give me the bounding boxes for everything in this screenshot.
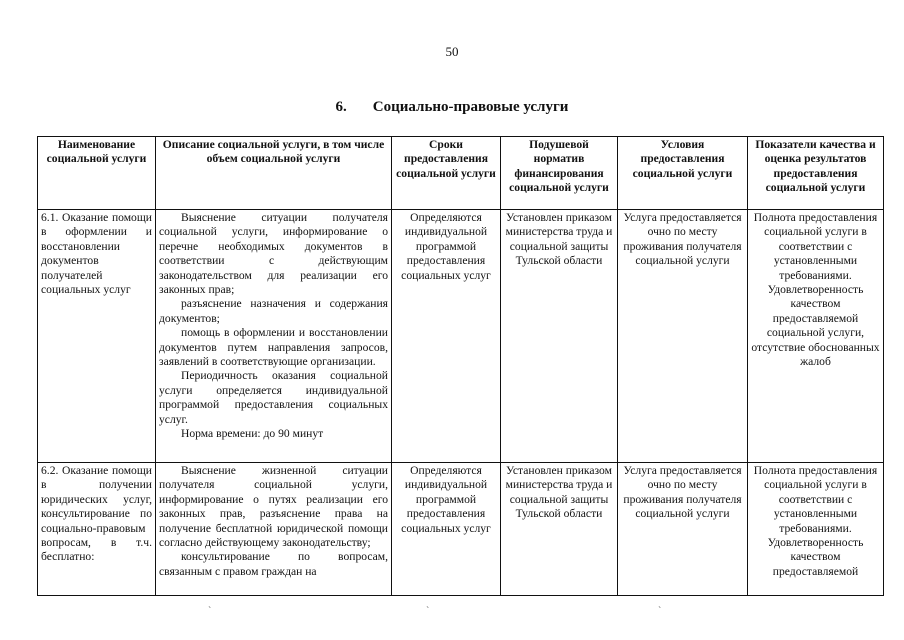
description-paragraph: помощь в оформлении и восстановлении документов путем направления запросов, заявлений в соответствующие организации. — [159, 326, 388, 369]
service-conditions-cell: Услуга предоставляется очно по месту проживания получателя социальной услуги — [618, 210, 748, 463]
description-paragraph: Периодичность оказания социальной услуги определяется индивидуальной программой предоставления социальных услуг. — [159, 369, 388, 426]
header-quality-indicators: Показатели качества и оценка результатов предоставления социальной услуги — [748, 137, 884, 210]
quality-indicators-cell: Полнота предоставления социальной услуги в соответствии с установленными требованиями. Удовлетворенность качеством предоставляемой социальной услуги, отсутствие обоснованных жалоб — [748, 210, 884, 463]
description-paragraph: Выяснение жизненной ситуации получателя социальной услуги, информирование о путях реализации его законных прав, разъяснение права на получение бесплатной юридической помощи согласно действующему законодательству; — [159, 464, 388, 550]
header-service-terms: Сроки предоставления социальной услуги — [392, 137, 501, 210]
description-paragraph: Норма времени: до 90 минут — [181, 427, 324, 441]
scan-artifact-mark: ` — [658, 606, 662, 617]
financing-norm-cell: Установлен приказом министерства труда и социальной защиты Тульской области — [501, 210, 618, 463]
service-terms-cell: Определяются индивидуальной программой предоставления социальных услуг — [392, 463, 501, 596]
quality-indicators-cell: Полнота предоставления социальной услуги в соответствии с установленными требованиями. Удовлетворенность качеством предоставляемой — [748, 463, 884, 596]
page-number: 50 — [445, 44, 459, 59]
service-name-cell: 6.2. Оказание помощи в получении юридических услуг, консультирование по социально-правовым вопросам, в т.ч. бесплатно: — [38, 463, 156, 596]
service-description-cell — [156, 463, 392, 596]
table-row — [38, 210, 884, 463]
service-conditions-cell: Услуга предоставляется очно по месту проживания получателя социальной услуги — [618, 463, 748, 596]
scan-artifact-mark: ` — [208, 606, 212, 617]
header-service-name: Наименование социальной услуги — [38, 137, 156, 210]
section-number: 6. — [335, 99, 347, 115]
description-paragraph: Выяснение ситуации получателя социальной услуги, информирование о перечне необходимых документов в соответствии с действующим законодательством для реализации его законных прав; — [159, 211, 388, 297]
section-title — [0, 99, 904, 116]
table-row — [38, 463, 884, 596]
service-name-cell: 6.1. Оказание помощи в оформлении и восстановлении документов получателей социальных услуг — [38, 210, 156, 463]
header-financing-norm: Подушевой норматив финансирования социальной услуги — [501, 137, 618, 210]
header-service-description: Описание социальной услуги, в том числе объем социальной услуги — [156, 137, 392, 210]
financing-norm-cell: Установлен приказом министерства труда и социальной защиты Тульской области — [501, 463, 618, 596]
header-service-conditions: Условия предоставления социальной услуги — [618, 137, 748, 210]
services-table — [37, 136, 884, 596]
service-description-cell — [156, 210, 392, 463]
table-header-row — [38, 137, 884, 210]
service-terms-cell: Определяются индивидуальной программой предоставления социальных услуг — [392, 210, 501, 463]
description-paragraph: разъяснение назначения и содержания документов; — [159, 297, 388, 325]
scan-artifact-mark: ` — [426, 606, 430, 617]
description-paragraph: консультирование по вопросам, связанным с правом граждан на — [159, 550, 388, 578]
section-title-text: Социально-правовые услуги — [372, 99, 569, 115]
